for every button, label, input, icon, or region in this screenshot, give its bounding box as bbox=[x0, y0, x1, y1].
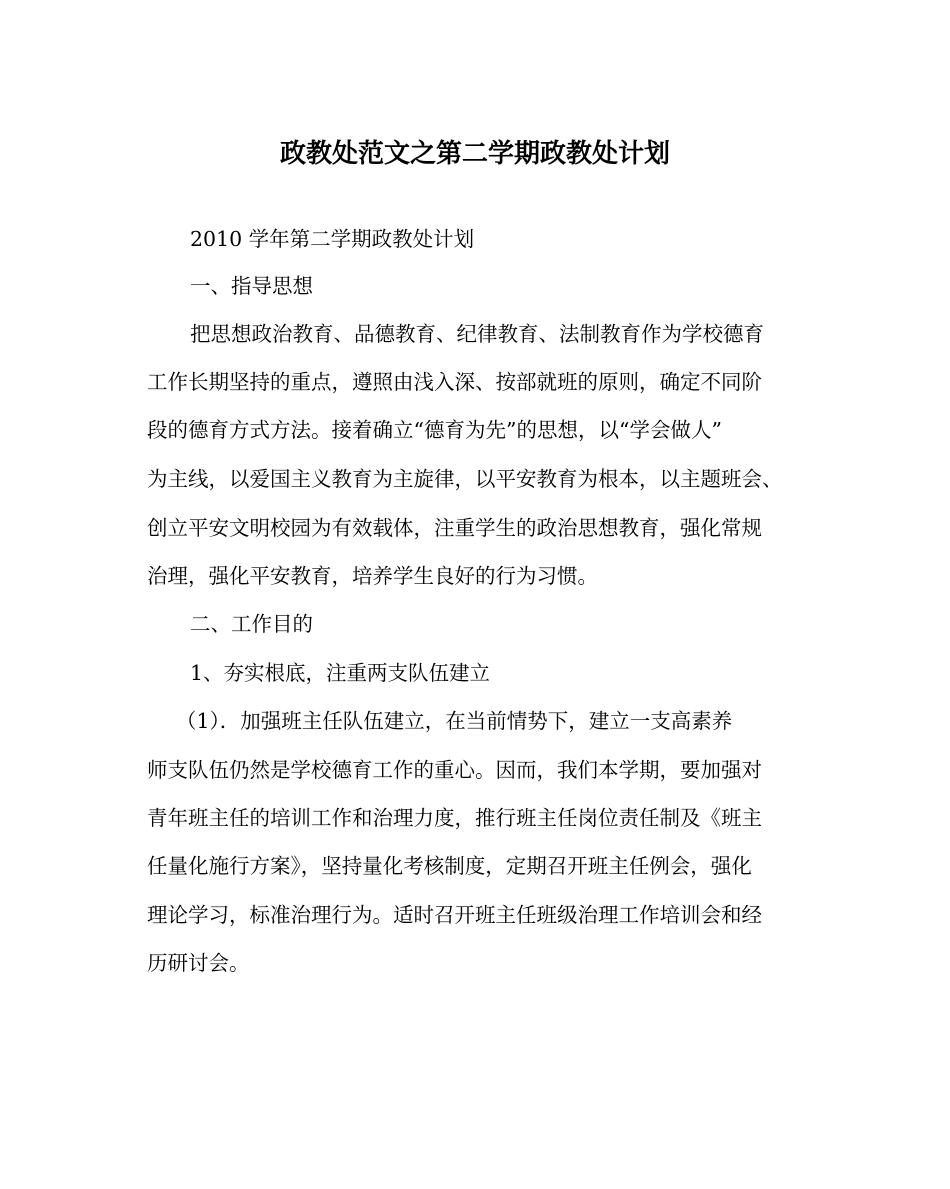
subsection-heading: 1、夯实根底，注重两支队伍建立 bbox=[190, 661, 491, 685]
paragraph-line: 任量化施行方案》，坚持量化考核制度，定期召开班主任例会，强化 bbox=[147, 854, 752, 878]
document-title: 政教处范文之第二学期政教处计划 bbox=[279, 139, 670, 169]
section-heading-work-goals: 二、工作目的 bbox=[190, 612, 313, 636]
paragraph-line: （1）．加强班主任队伍建立，在当前情势下，建立一支高素养 bbox=[176, 709, 733, 733]
paragraph-line: 把思想政治教育、品德教育、纪律教育、法制教育作为学校德育 bbox=[190, 322, 764, 346]
subtitle-line: 2010 学年第二学期政教处计划 bbox=[190, 227, 475, 251]
paragraph-line: 治理，强化平安教育，培养学生良好的行为习惯。 bbox=[147, 564, 598, 588]
paragraph-line: 工作长期坚持的重点，遵照由浅入深、按部就班的原则，确定不同阶 bbox=[147, 370, 762, 394]
paragraph-line: 理论学习，标准治理行为。适时召开班主任班级治理工作培训会和经 bbox=[147, 903, 762, 927]
paragraph-line: 为主线，以爱国主义教育为主旋律，以平安教育为根本，以主题班会、 bbox=[147, 467, 783, 491]
paragraph-line: 历研讨会。 bbox=[147, 951, 250, 975]
paragraph-line: 创立平安文明校园为有效载体，注重学生的政治思想教育，强化常规 bbox=[147, 516, 762, 540]
section-heading-guiding-thought: 一、指导思想 bbox=[190, 274, 313, 298]
paragraph-line: 师支队伍仍然是学校德育工作的重心。因而，我们本学期，要加强对 bbox=[147, 758, 762, 782]
paragraph-line: 段的德育方式方法。接着确立“德育为先”的思想，以“学会做人” bbox=[147, 418, 722, 442]
paragraph-line: 青年班主任的培训工作和治理力度，推行班主任岗位责任制及《班主 bbox=[147, 806, 762, 830]
